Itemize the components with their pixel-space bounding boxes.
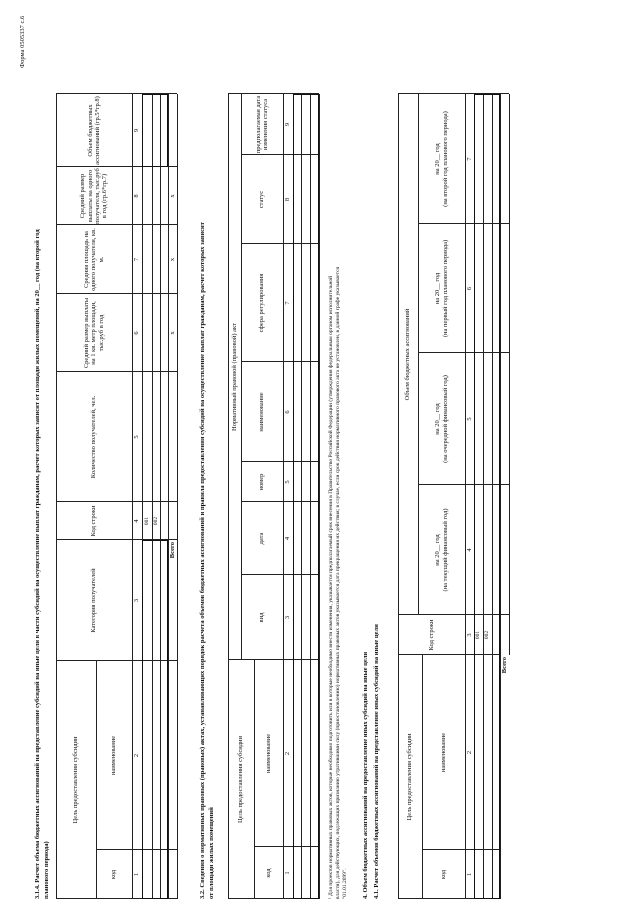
s4-col-year0: [418, 485, 465, 615]
s4-year2-sub: (на первый год планового периода): [441, 239, 449, 338]
colnum-2: 2: [133, 753, 141, 758]
s4-col-year2: [418, 224, 465, 353]
s4-year1-sub: (на очередной финансовый год): [441, 375, 449, 463]
npa-col-act-name: наименование: [258, 392, 266, 432]
npa-col-sphere: сфера регулирования: [258, 273, 266, 333]
s4-year3-label: на 20__ год: [434, 143, 442, 175]
row-code-002: 002: [152, 516, 159, 526]
npa-colnum-8: 8: [284, 197, 292, 202]
colnum-4: 4: [133, 519, 141, 523]
s4-colnum-2: 2: [465, 750, 473, 755]
row-code-001: 001: [143, 516, 150, 526]
s4-col-year1: [418, 353, 465, 485]
s4-year1-label: на 20__ год: [434, 403, 442, 435]
s4-colnum-5: 5: [465, 417, 473, 421]
col-code: код: [110, 869, 118, 880]
col-name: наименование: [110, 735, 118, 776]
total-x-8: x: [168, 194, 176, 198]
col-avg-area: Средняя площадь на одного получателя, кв. м.: [82, 228, 105, 291]
npa-colnum-3: 3: [284, 615, 292, 620]
colnum-8: 8: [133, 194, 141, 198]
s4-col-name: наименование: [439, 732, 447, 773]
npa-col-status: статус: [258, 190, 266, 209]
colnum-7: 7: [133, 257, 141, 262]
npa-col-act: Нормативный правовой (правовой) акт: [230, 323, 238, 431]
s4-year2-label: на 20__ год: [434, 272, 442, 305]
section-3-2-title: 3.2. Сведения о нормативных правовых (правовых) актах, устанавливающих порядок расчета объемов бюджетных ассигнований и правила предоставления субсидий на осуществление выплат гражданам, расчет которых зависит: [199, 222, 206, 899]
s4-year0-sub: (на текущий финансовый год): [441, 508, 449, 592]
footnote-line-1: ¹ Для проектов нормативных правовых актов, которые необходимо подготовить или в которые необходимо внести изменения, указывается предполагаемый срок внесения в Правительство Российской Федерации (утверждения федеральным органом исполнительной: [328, 275, 334, 899]
npa-thick-frame: [293, 94, 319, 899]
s4-colnum-7: 7: [465, 157, 473, 161]
s4-colnum-1: 1: [465, 872, 473, 877]
npa-col-number: номер: [258, 473, 266, 491]
section-3-1-4-title-cont: планового периода): [43, 841, 50, 899]
s4-year0-label: на 20__ год: [434, 534, 442, 566]
s4-col-year3: [418, 94, 465, 224]
col-volume: Объем бюджетных ассигнований (гр.5*гр.8): [86, 96, 101, 165]
npa-col-code: код: [264, 868, 272, 878]
total-label: Всего: [168, 542, 176, 559]
s4-col-purpose: Цель предоставления субсидии: [406, 733, 414, 821]
section-4-title: 4. Объем бюджетных ассигнований на предоставление иных субсидий на иные цели: [362, 651, 369, 899]
s4-row-code-001: 001: [475, 630, 482, 640]
npa-colnum-7: 7: [284, 301, 292, 305]
s4-col-row-code: Код строки: [427, 619, 435, 651]
col-category: Категория получателей: [90, 568, 98, 633]
npa-col-change-date: предполагаемая дата изменения статуса: [254, 95, 269, 154]
npa-col-vid: вид: [258, 612, 266, 623]
col-count: Количество получателей, чел.: [90, 395, 98, 479]
colnum-1: 1: [133, 872, 141, 877]
s4-colnum-6: 6: [465, 286, 473, 291]
npa-colnum-6: 6: [284, 410, 292, 414]
s4-col-volume: Объем бюджетных ассигнований: [404, 308, 412, 401]
section-3-1-4-title: 3.1.4. Расчет объема бюджетных ассигнований на представление субсидий на иные цели в части субсидий на осуществление выплат гражданам, расчет которых зависит от площади жилых помещений, на 20__ год (на второй год: [34, 229, 41, 899]
colnum-3: 3: [133, 598, 141, 603]
npa-col-date: дата: [258, 532, 266, 545]
s4-col-code: код: [439, 869, 447, 880]
s4-year3-sub: (на второй год планового периода): [441, 111, 449, 207]
npa-col-purpose: Цель предоставления субсидии: [237, 736, 245, 823]
npa-colnum-1: 1: [284, 871, 292, 875]
section-3-2-title-cont: от площади жилых помещений: [208, 807, 215, 899]
npa-colnum-2: 2: [284, 751, 292, 756]
col-purpose-header: Цель предоставления субсидии: [72, 736, 80, 824]
s4-row-code-002: 002: [484, 630, 491, 640]
thick-frame-right: [142, 94, 168, 167]
col-avg-per-recipient: Средний размер выплаты на одного получателя, тыс.руб в год (гр.6*гр.7): [79, 168, 109, 224]
s4-thick-frame: [474, 94, 500, 899]
s4-total-label: Всего: [500, 657, 508, 674]
footnote-line-2: власти), для действующих, подлежащих признанию утратившими силу (приостановлению) нормативных правовых актов указывается дата прекращения их действия; в случае, если срок действия нормативного правового акта не установлен, в данной графе указывается: [335, 266, 341, 899]
npa-colnum-9: 9: [284, 122, 292, 127]
footnote-line-3: "01.01.2099".: [342, 868, 348, 899]
col-row-code: Код строки: [90, 505, 98, 537]
total-x-6: x: [168, 331, 176, 335]
colnum-6: 6: [133, 331, 141, 335]
colnum-9: 9: [133, 128, 141, 133]
thick-frame-left: [142, 540, 168, 899]
npa-colnum-4: 4: [284, 536, 292, 541]
npa-col-name: наименование: [264, 733, 272, 774]
s4-colnum-4: 4: [465, 548, 473, 552]
col-avg-payment: Средний размер выплаты на 1 кв. метр площади, тыс.руб в год: [82, 297, 105, 369]
form-code: Форма 0505337 с.6: [19, 15, 26, 68]
npa-colnum-5: 5: [284, 480, 292, 484]
total-x-7: x: [168, 257, 176, 262]
colnum-5: 5: [133, 435, 141, 439]
s4-colnum-3: 3: [465, 633, 473, 637]
section-4-1-title: 4.1. Расчет объемов бюджетных ассигнований на представление иных субсидий на иные цели: [373, 624, 380, 899]
